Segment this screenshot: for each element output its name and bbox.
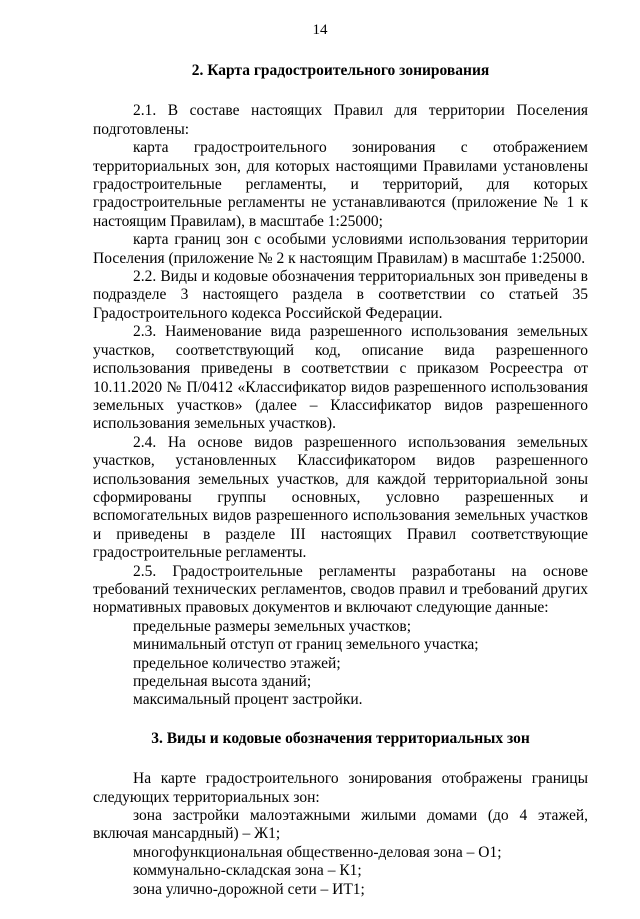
list-item: зона застройки малоэтажными жилыми домами (до 4 этажей, включая мансардный) – Ж1; (93, 807, 588, 843)
paragraph-2-4: 2.4. На основе видов разрешенного использования земельных участков, установленных Классификатором видов разрешенного использования земельных участков, для каждой территориальной зоны сформированы группы основных, условно разрешенных и вспомогательных видов разрешенного использования земельных участков и приведены в разделе III настоящих Правил соответствующие градостроительные регламенты. (93, 433, 588, 562)
list-item: коммунально-складская зона – К1; (133, 862, 362, 880)
section-3-title: 3. Виды и кодовые обозначения территориальных зон (151, 729, 530, 747)
paragraph-2-5: 2.5. Градостроительные регламенты разработаны на основе требований технических регламентов, сводов правил и требований других нормативных правовых документов и включают следующие данные: (93, 562, 588, 617)
paragraph-3-intro: На карте градостроительного зонирования отображены границы следующих территориальных зон: (93, 770, 588, 806)
document-body (93, 62, 588, 899)
list-item: предельные размеры земельных участков; (133, 617, 412, 635)
section-2-title: 2. Карта градостроительного зонирования (191, 62, 490, 79)
list-item: многофункциональная общественно-деловая зона – О1; (133, 843, 502, 861)
list-item: карта границ зон с особыми условиями использования территории Поселения (приложение № 2 к настоящим Правилам) в масштабе 1:25000. (93, 231, 588, 267)
paragraph-2-2: 2.2. Виды и кодовые обозначения территориальных зон приведены в подразделе 3 настоящего раздела в соответствии со статьей 35 Градостроительного кодекса Российской Федерации. (93, 268, 588, 322)
list-item: максимальный процент застройки. (133, 691, 363, 709)
list-item: минимальный отступ от границ земельного участка; (133, 636, 479, 654)
paragraph-2-3: 2.3. Наименование вида разрешенного использования земельных участков, соответствующий код, описание вида разрешенного использования приведены в соответствии с приказом Росреестра от 10.11.2020 № П/0412 «Классификатор видов разрешенного использования земельных участков» (далее – Классификатор видов разрешенного использования земельных участков). (93, 323, 588, 433)
list-item: зона улично-дорожной сети – ИТ1; (133, 880, 365, 898)
paragraph-2-1: 2.1. В составе настоящих Правил для территории Поселения подготовлены: (93, 102, 588, 138)
list-item: предельная высота зданий; (133, 673, 312, 690)
page-number: 14 (312, 22, 328, 38)
list-item: предельное количество этажей; (133, 654, 341, 672)
list-item: карта градостроительного зонирования с отображением территориальных зон, для которых настоящими Правилами установлены градостроительные регламенты, и территорий, для которых градостроительные регламенты не устанавливаются (приложение № 1 к настоящим Правилам), в масштабе 1:25000; (93, 139, 588, 230)
